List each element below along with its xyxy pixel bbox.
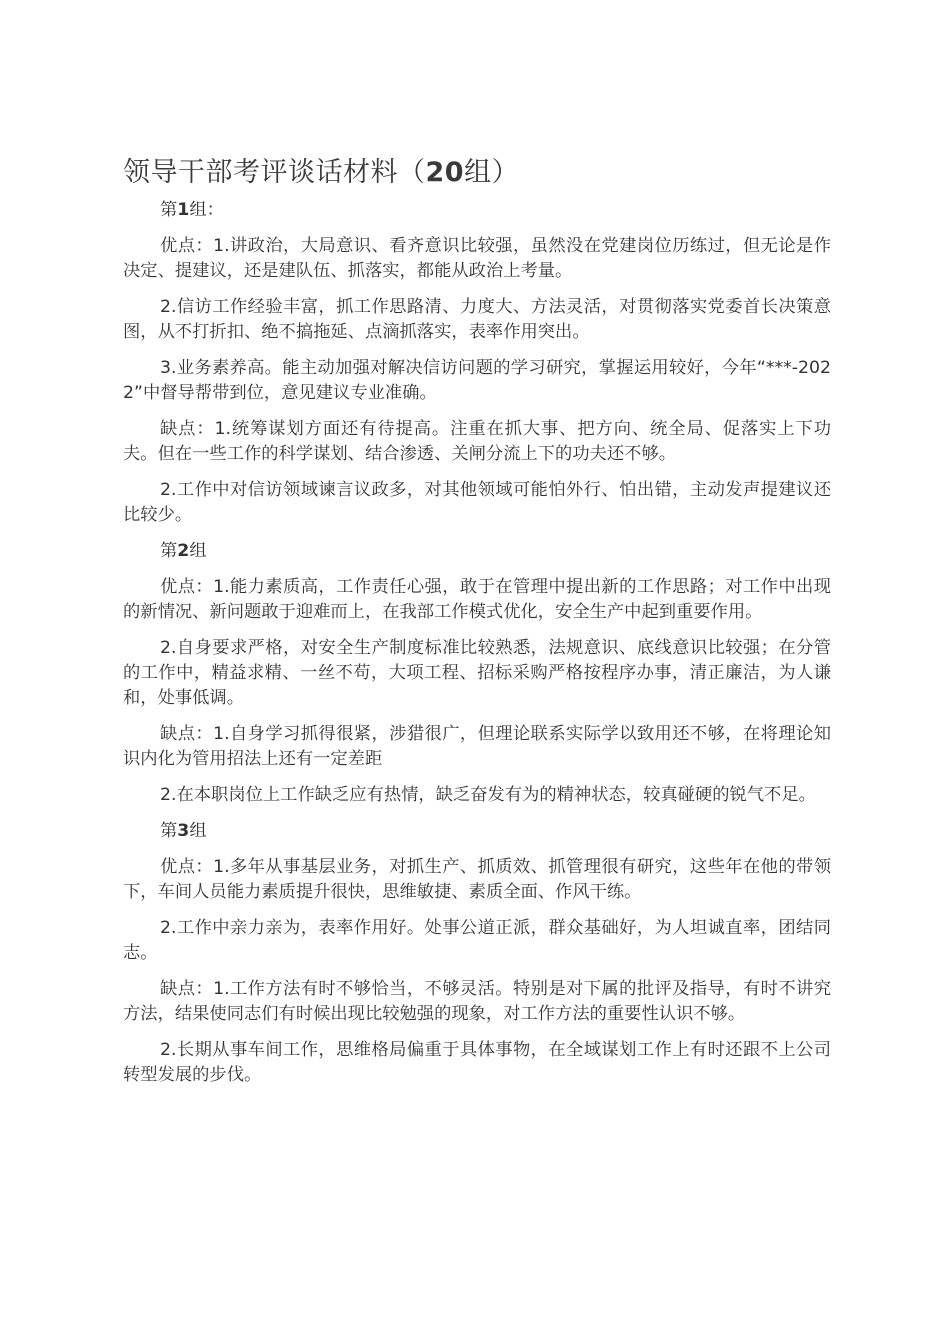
group-heading: 第2组 bbox=[160, 541, 207, 561]
paragraph: 2.工作中对信访领域谏言议政多，对其他领域可能怕外行、怕出错，主动发声提建议还比较少。 bbox=[123, 480, 831, 525]
document-title bbox=[123, 150, 831, 196]
paragraph: 2.自身要求严格，对安全生产制度标准比较熟悉，法规意识、底线意识比较强；在分管的工作中，精益求精、一丝不苟，大项工程、招标采购严格按程序办事，清正廉洁，为人谦和，处事低调。 bbox=[123, 638, 831, 708]
paragraph: 优点：1.能力素质高，工作责任心强，敢于在管理中提出新的工作思路；对工作中出现的新情况、新问题敢于迎难而上，在我部工作模式优化，安全生产中起到重要作用。 bbox=[123, 577, 831, 622]
title-suffix: 组） bbox=[464, 157, 520, 188]
paragraph: 2.信访工作经验丰富，抓工作思路清、力度大、方法灵活，对贯彻落实党委首长决策意图，从不打折扣、绝不搞拖延、点滴抓落实，表率作用突出。 bbox=[123, 297, 831, 342]
paragraph: 缺点：1.工作方法有时不够恰当，不够灵活。特别是对下属的批评及指导，有时不讲究方法，结果使同志们有时候出现比较勉强的现象，对工作方法的重要性认识不够。 bbox=[123, 979, 831, 1024]
group-heading: 第1组： bbox=[160, 200, 224, 220]
paragraph: 2.在本职岗位上工作缺乏应有热情，缺乏奋发有为的精神状态，较真碰硬的锐气不足。 bbox=[160, 785, 816, 805]
paragraph: 3.业务素养高。能主动加强对解决信访问题的学习研究，掌握运用较好，今年“***-2022”中督导帮带到位，意见建议专业准确。 bbox=[123, 358, 831, 403]
paragraph: 缺点：1.自身学习抓得很紧，涉猎很广，但理论联系实际学以致用还不够，在将理论知识内化为管用招法上还有一定差距 bbox=[123, 724, 831, 769]
title-prefix: 领导干部考评谈话材料（ bbox=[123, 157, 426, 188]
title-number: 20 bbox=[425, 157, 465, 188]
document-page bbox=[123, 150, 831, 1099]
paragraph: 优点：1.讲政治，大局意识、看齐意识比较强，虽然没在党建岗位历练过，但无论是作决定、提建议，还是建队伍、抓落实，都能从政治上考量。 bbox=[123, 236, 831, 281]
paragraph: 缺点：1.统筹谋划方面还有待提高。注重在抓大事、把方向、统全局、促落实上下功夫。但在一些工作的科学谋划、结合渗透、关闸分流上下的功夫还不够。 bbox=[123, 419, 831, 464]
paragraph: 2.长期从事车间工作，思维格局偏重于具体事物，在全域谋划工作上有时还跟不上公司转型发展的步伐。 bbox=[123, 1040, 831, 1085]
paragraph: 2.工作中亲力亲为，表率作用好。处事公道正派，群众基础好，为人坦诚直率，团结同志。 bbox=[123, 918, 831, 963]
paragraph: 优点：1.多年从事基层业务，对抓生产、抓质效、抓管理很有研究，这些年在他的带领下，车间人员能力素质提升很快，思维敏捷、素质全面、作风干练。 bbox=[123, 857, 831, 902]
group-heading: 第3组 bbox=[160, 821, 207, 841]
